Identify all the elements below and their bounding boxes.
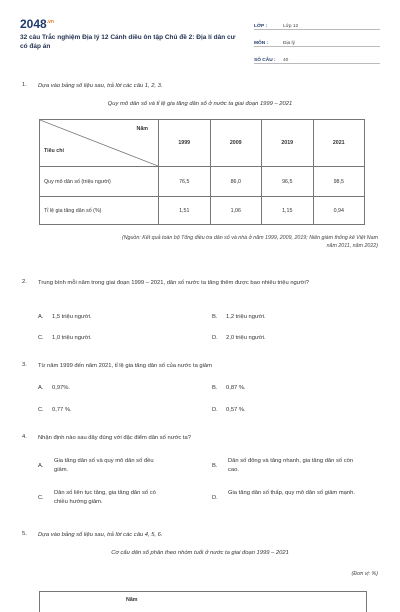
option-b[interactable] <box>212 385 246 391</box>
table-cell: 1,15 <box>262 197 314 225</box>
meta-row-class <box>254 17 380 30</box>
option-text: 0,97%. <box>52 385 71 391</box>
question-3 <box>22 362 380 372</box>
option-b[interactable] <box>212 314 266 320</box>
option-letter: A. <box>38 463 44 469</box>
site-logo[interactable] <box>20 17 54 31</box>
option-text: 1,2 triệu người. <box>226 314 266 320</box>
question-1 <box>22 82 380 92</box>
table-cell: 1,51 <box>159 197 211 225</box>
table-cell: 76,5 <box>159 167 211 197</box>
option-letter: A. <box>38 385 44 391</box>
question-2 <box>22 279 380 299</box>
option-d[interactable] <box>212 335 266 341</box>
age-structure-table <box>39 591 367 612</box>
option-text: 1,5 triệu người. <box>52 314 92 320</box>
option-letter: C. <box>38 407 44 413</box>
question-number: 2. <box>22 279 27 285</box>
table-caption: Cơ cấu dân số phân theo nhóm tuổi ở nước ta giai đoạn 1999 – 2021 <box>111 550 289 556</box>
option-a[interactable] <box>38 385 70 391</box>
option-d[interactable] <box>212 489 362 509</box>
table-row <box>40 197 365 225</box>
column-header-year: Năm <box>136 126 148 132</box>
year-header: 2019 <box>262 120 314 167</box>
table-caption: Quy mô dân số và tỉ lệ gia tăng dân số ở nước ta giai đoạn 1999 – 2021 <box>107 101 293 107</box>
table-corner-cell <box>40 120 159 167</box>
option-text: Dân số đông và tăng nhanh, gia tăng dân số còn cao. <box>228 458 354 473</box>
option-letter: B. <box>212 385 218 391</box>
meta-value: Địa lý <box>283 41 295 46</box>
population-table <box>39 119 365 225</box>
table-cell: 0,94 <box>313 197 365 225</box>
option-letter: D. <box>212 335 218 341</box>
option-text: 0,57 %. <box>226 407 246 413</box>
option-a[interactable] <box>38 457 188 477</box>
table-cell: 86,0 <box>210 167 262 197</box>
question-text: Dựa vào bảng số liệu sau, trả lời các câu 4, 5, 6. <box>38 532 163 538</box>
option-text: Dân số liên tục tăng, gia tăng dân số có chiều hướng giảm. <box>54 490 156 505</box>
question-text: Trung bình mỗi năm trong giai đoạn 1999 – 2021, dân số nước ta tăng thêm được bao nhiêu triệu người? <box>38 280 309 286</box>
table-row <box>40 167 365 197</box>
option-b[interactable] <box>212 457 362 477</box>
option-letter: B. <box>212 463 218 469</box>
row-label: Quy mô dân số (triệu người) <box>40 167 159 197</box>
table-cell: 1,06 <box>210 197 262 225</box>
meta-value: Lớp 12 <box>283 24 299 29</box>
option-text: 2,0 triệu người. <box>226 335 266 341</box>
option-letter: D. <box>212 495 218 501</box>
table-cell: 96,5 <box>262 167 314 197</box>
meta-value: 40 <box>283 58 289 63</box>
question-5 <box>22 531 380 541</box>
option-c[interactable] <box>38 335 92 341</box>
option-text: 1,0 triệu người. <box>52 335 92 341</box>
option-text: Gia tăng dân số và quy mô dân số đều giảm. <box>54 458 154 473</box>
option-text: 0,77 %. <box>52 407 72 413</box>
question-number: 1. <box>22 82 27 88</box>
logo-suffix: .vn <box>46 19 54 25</box>
question-number: 4. <box>22 434 27 440</box>
column-header-year: Năm <box>126 597 138 603</box>
option-c[interactable] <box>38 407 72 413</box>
option-text: 0,87 %. <box>226 385 246 391</box>
option-a[interactable] <box>38 314 92 320</box>
option-letter: D. <box>212 407 218 413</box>
question-text: Dựa vào bảng số liệu sau, trả lời các câu 1, 2, 3. <box>38 83 163 89</box>
question-number: 3. <box>22 362 27 368</box>
option-d[interactable] <box>212 407 246 413</box>
meta-row-count <box>254 51 380 64</box>
year-header: 1999 <box>159 120 211 167</box>
meta-label: MÔN : <box>254 41 269 46</box>
option-letter: B. <box>212 314 218 320</box>
year-header: 2009 <box>210 120 262 167</box>
logo-text: 2048 <box>20 17 47 31</box>
year-header: 2021 <box>313 120 365 167</box>
option-letter: C. <box>38 335 44 341</box>
row-label: Tỉ lệ gia tăng dân số (%) <box>40 197 159 225</box>
table-source: (Nguồn: Kết quả toàn bộ Tổng điều tra dân số và nhà ở năm 1999, 2009, 2019; Niên giám thống kê Việt Nam năm 2011, năm 2022) <box>121 235 378 249</box>
question-text: Từ năm 1999 đến năm 2021, tỉ lệ gia tăng dân số của nước ta giảm <box>38 363 212 369</box>
question-4 <box>22 434 380 444</box>
question-number: 5. <box>22 531 27 537</box>
question-text: Nhận định nào sau đây đúng với đặc điểm dân số nước ta? <box>38 435 191 441</box>
document-title: 32 câu Trắc nghiệm Địa lý 12 Cánh diều ôn tập Chủ đề 2: Địa lí dân cư có đáp án <box>20 34 236 50</box>
option-letter: A. <box>38 314 44 320</box>
table-cell: 98,5 <box>313 167 365 197</box>
meta-label: LỚP : <box>254 24 268 29</box>
option-letter: C. <box>38 495 44 501</box>
row-header-criteria: Tiêu chí <box>44 148 64 154</box>
meta-row-subject <box>254 34 380 47</box>
table-unit: (Đơn vị: %) <box>351 571 378 577</box>
option-text: Gia tăng dân số thấp, quy mô dân số giảm mạnh. <box>228 490 355 496</box>
meta-label: SỐ CÂU : <box>254 58 276 63</box>
meta-panel <box>254 17 380 68</box>
option-c[interactable] <box>38 489 188 509</box>
